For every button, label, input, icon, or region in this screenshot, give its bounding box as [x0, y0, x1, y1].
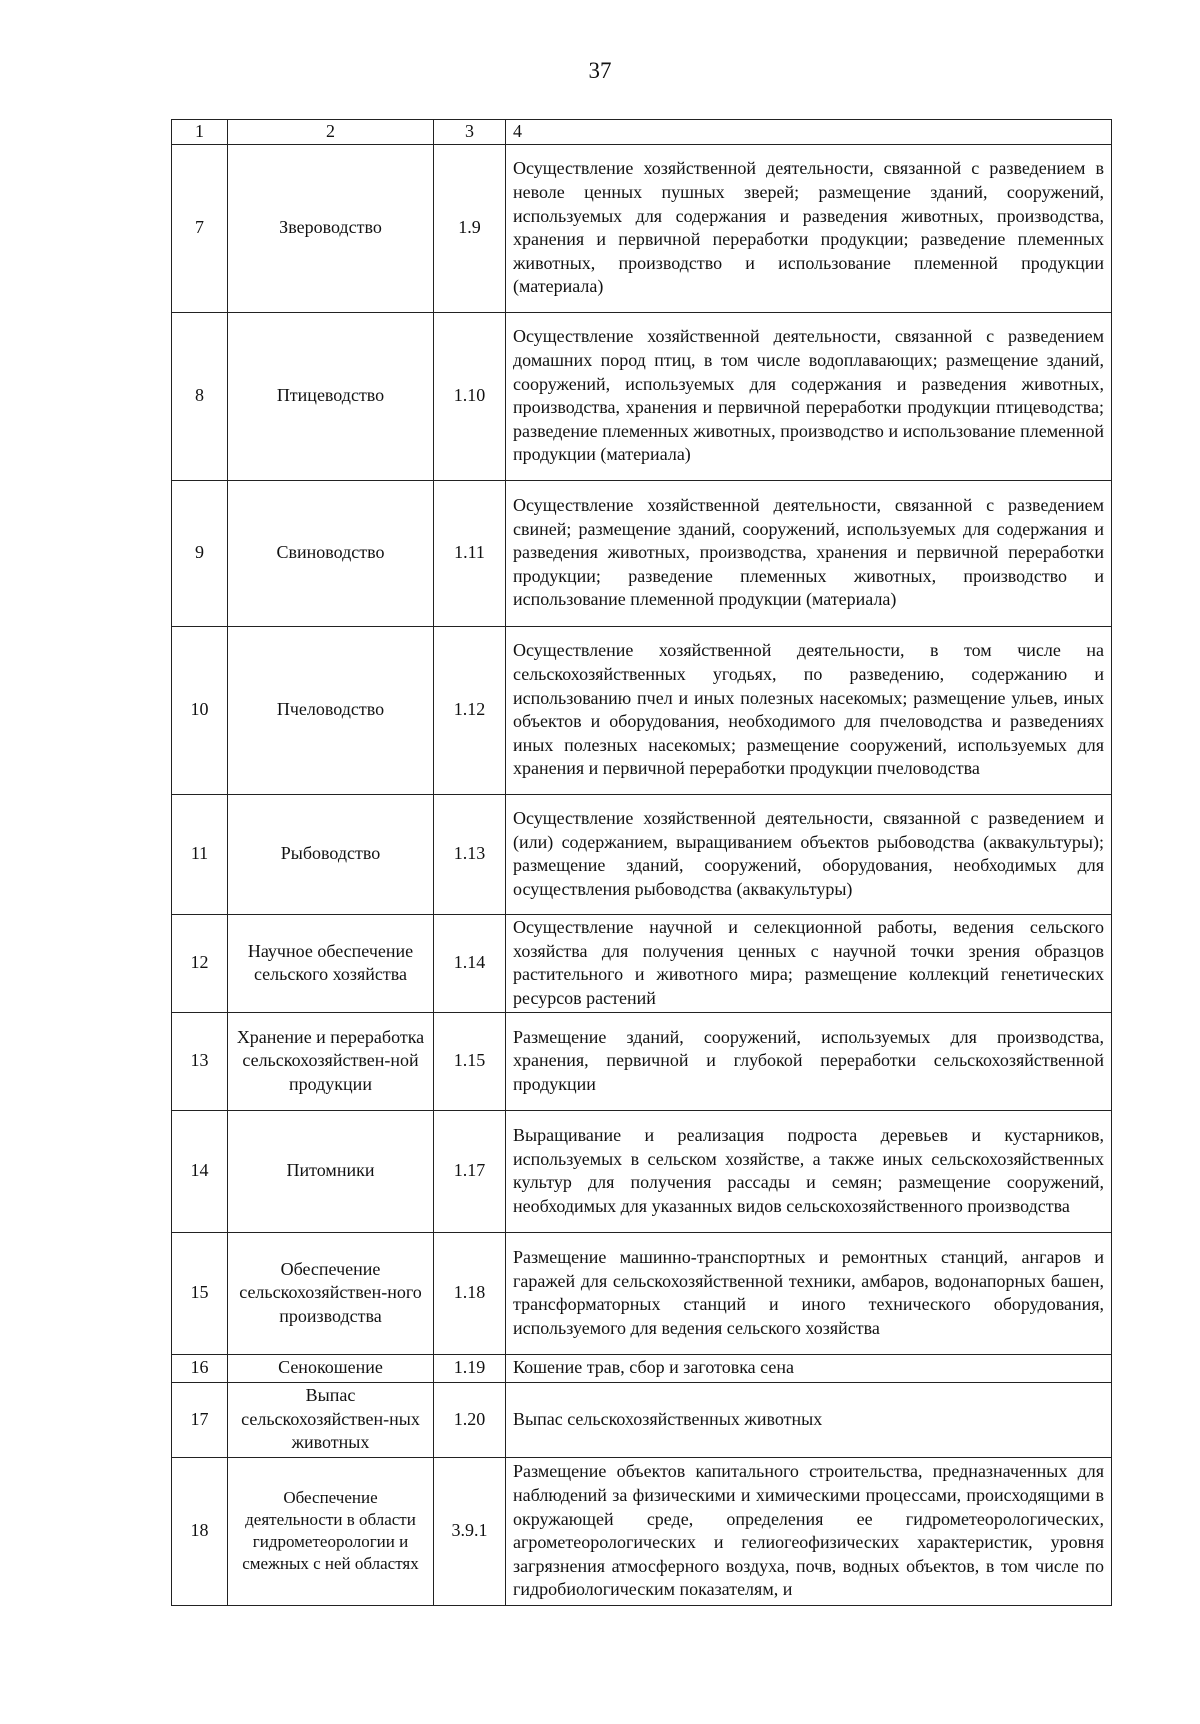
- row-number: 8: [172, 312, 228, 480]
- table-header-row: [172, 120, 1112, 145]
- activity-code: 3.9.1: [434, 1457, 506, 1605]
- row-number: 7: [172, 144, 228, 312]
- activity-description: Выпас сельскохозяйственных животных: [506, 1382, 1112, 1457]
- activity-name: Питомники: [228, 1110, 434, 1232]
- activity-name: Птицеводство: [228, 312, 434, 480]
- activity-description: Осуществление хозяйственной деятельности, связанной с разведением и (или) содержанием, выращиванием объектов рыбоводства (аквакультуры); размещение зданий, сооружений, оборудования, необходимых для осуществления рыбоводства (аквакультуры): [506, 794, 1112, 914]
- activity-description: Размещение зданий, сооружений, используемых для производства, хранения, первичной и глубокой переработки сельскохозяйственной продукции: [506, 1012, 1112, 1110]
- header-col-2: 2: [228, 120, 434, 145]
- row-number: 13: [172, 1012, 228, 1110]
- row-number: 17: [172, 1382, 228, 1457]
- activity-code: 1.18: [434, 1232, 506, 1354]
- row-number: 18: [172, 1457, 228, 1605]
- activity-description: Осуществление хозяйственной деятельности, связанной с разведением в неволе ценных пушных зверей; размещение зданий, сооружений, используемых для содержания и разведения животных, производства, хранения и первичной переработки продукции; разведение племенных животных, производство и использование племенной продукции (материала): [506, 144, 1112, 312]
- activity-name: Сенокошение: [228, 1354, 434, 1382]
- table-row: [172, 480, 1112, 626]
- activity-code: 1.9: [434, 144, 506, 312]
- row-number: 14: [172, 1110, 228, 1232]
- table-row: [172, 1232, 1112, 1354]
- table-row: [172, 1457, 1112, 1605]
- activity-description: Осуществление хозяйственной деятельности, связанной с разведением свиней; размещение зданий, сооружений, используемых для содержания и разведения животных, производства, хранения и первичной переработки продукции; разведение племенных животных, производство и использование племенной продукции (материала): [506, 480, 1112, 626]
- table-row: [172, 626, 1112, 794]
- row-number: 16: [172, 1354, 228, 1382]
- row-number: 12: [172, 914, 228, 1012]
- activity-name: Хранение и переработка сельскохозяйствен-ной продукции: [228, 1012, 434, 1110]
- table-row: [172, 1110, 1112, 1232]
- table-row: [172, 794, 1112, 914]
- page-number: 37: [588, 58, 612, 83]
- row-number: 15: [172, 1232, 228, 1354]
- activity-description: Размещение машинно-транспортных и ремонтных станций, ангаров и гаражей для сельскохозяйственной техники, амбаров, водонапорных башен, трансформаторных станций и иного технического оборудования, используемого для ведения сельского хозяйства: [506, 1232, 1112, 1354]
- activity-name: Научное обеспечение сельского хозяйства: [228, 914, 434, 1012]
- table-row: [172, 1354, 1112, 1382]
- row-number: 9: [172, 480, 228, 626]
- table-row: [172, 914, 1112, 1012]
- table-row: [172, 1012, 1112, 1110]
- row-number: 10: [172, 626, 228, 794]
- table-row: [172, 144, 1112, 312]
- activity-name: Рыбоводство: [228, 794, 434, 914]
- activity-description: Размещение объектов капитального строительства, предназначенных для наблюдений за физическими и химическими процессами, происходящими в окружающей среде, определения ее гидрометеорологических, агрометеорологических и гелиогеофизических характеристик, уровня загрязнения атмосферного воздуха, почв, водных объектов, в том числе по гидробиологическим показателям, и: [506, 1457, 1112, 1605]
- activity-code: 1.14: [434, 914, 506, 1012]
- header-col-4: 4: [506, 120, 1112, 145]
- land-use-table: [171, 119, 1112, 1606]
- activity-code: 1.11: [434, 480, 506, 626]
- header-col-1: 1: [172, 120, 228, 145]
- activity-name: Звероводство: [228, 144, 434, 312]
- activity-name: Обеспечение деятельности в области гидрометеорологии и смежных с ней областях: [228, 1457, 434, 1605]
- activity-description: Кошение трав, сбор и заготовка сена: [506, 1354, 1112, 1382]
- activity-name: Пчеловодство: [228, 626, 434, 794]
- table-row: [172, 312, 1112, 480]
- activity-code: 1.10: [434, 312, 506, 480]
- activity-code: 1.20: [434, 1382, 506, 1457]
- header-col-3: 3: [434, 120, 506, 145]
- row-number: 11: [172, 794, 228, 914]
- activity-description: Осуществление научной и селекционной работы, ведения сельского хозяйства для получения ценных с научной точки зрения образцов растительного и животного мира; размещение коллекций генетических ресурсов растений: [506, 914, 1112, 1012]
- activity-name: Обеспечение сельскохозяйствен-ного производства: [228, 1232, 434, 1354]
- activity-description: Осуществление хозяйственной деятельности, в том числе на сельскохозяйственных угодьях, по разведению, содержанию и использованию пчел и иных полезных насекомых; размещение ульев, иных объектов и оборудования, необходимого для пчеловодства и разведениях иных полезных насекомых; размещение сооружений, используемых для хранения и первичной переработки продукции пчеловодства: [506, 626, 1112, 794]
- activity-code: 1.17: [434, 1110, 506, 1232]
- activity-code: 1.15: [434, 1012, 506, 1110]
- activity-code: 1.12: [434, 626, 506, 794]
- activity-code: 1.13: [434, 794, 506, 914]
- activity-name: Свиноводство: [228, 480, 434, 626]
- activity-name: Выпас сельскохозяйствен-ных животных: [228, 1382, 434, 1457]
- activity-description: Осуществление хозяйственной деятельности, связанной с разведением домашних пород птиц, в том числе водоплавающих; размещение зданий, сооружений, используемых для содержания и разведения животных, производства, хранения и первичной переработки продукции птицеводства; разведение племенных животных, производство и использование племенной продукции (материала): [506, 312, 1112, 480]
- activity-code: 1.19: [434, 1354, 506, 1382]
- table-row: [172, 1382, 1112, 1457]
- activity-description: Выращивание и реализация подроста деревьев и кустарников, используемых в сельском хозяйстве, а также иных сельскохозяйственных культур для получения рассады и семян; размещение сооружений, необходимых для указанных видов сельскохозяйственного производства: [506, 1110, 1112, 1232]
